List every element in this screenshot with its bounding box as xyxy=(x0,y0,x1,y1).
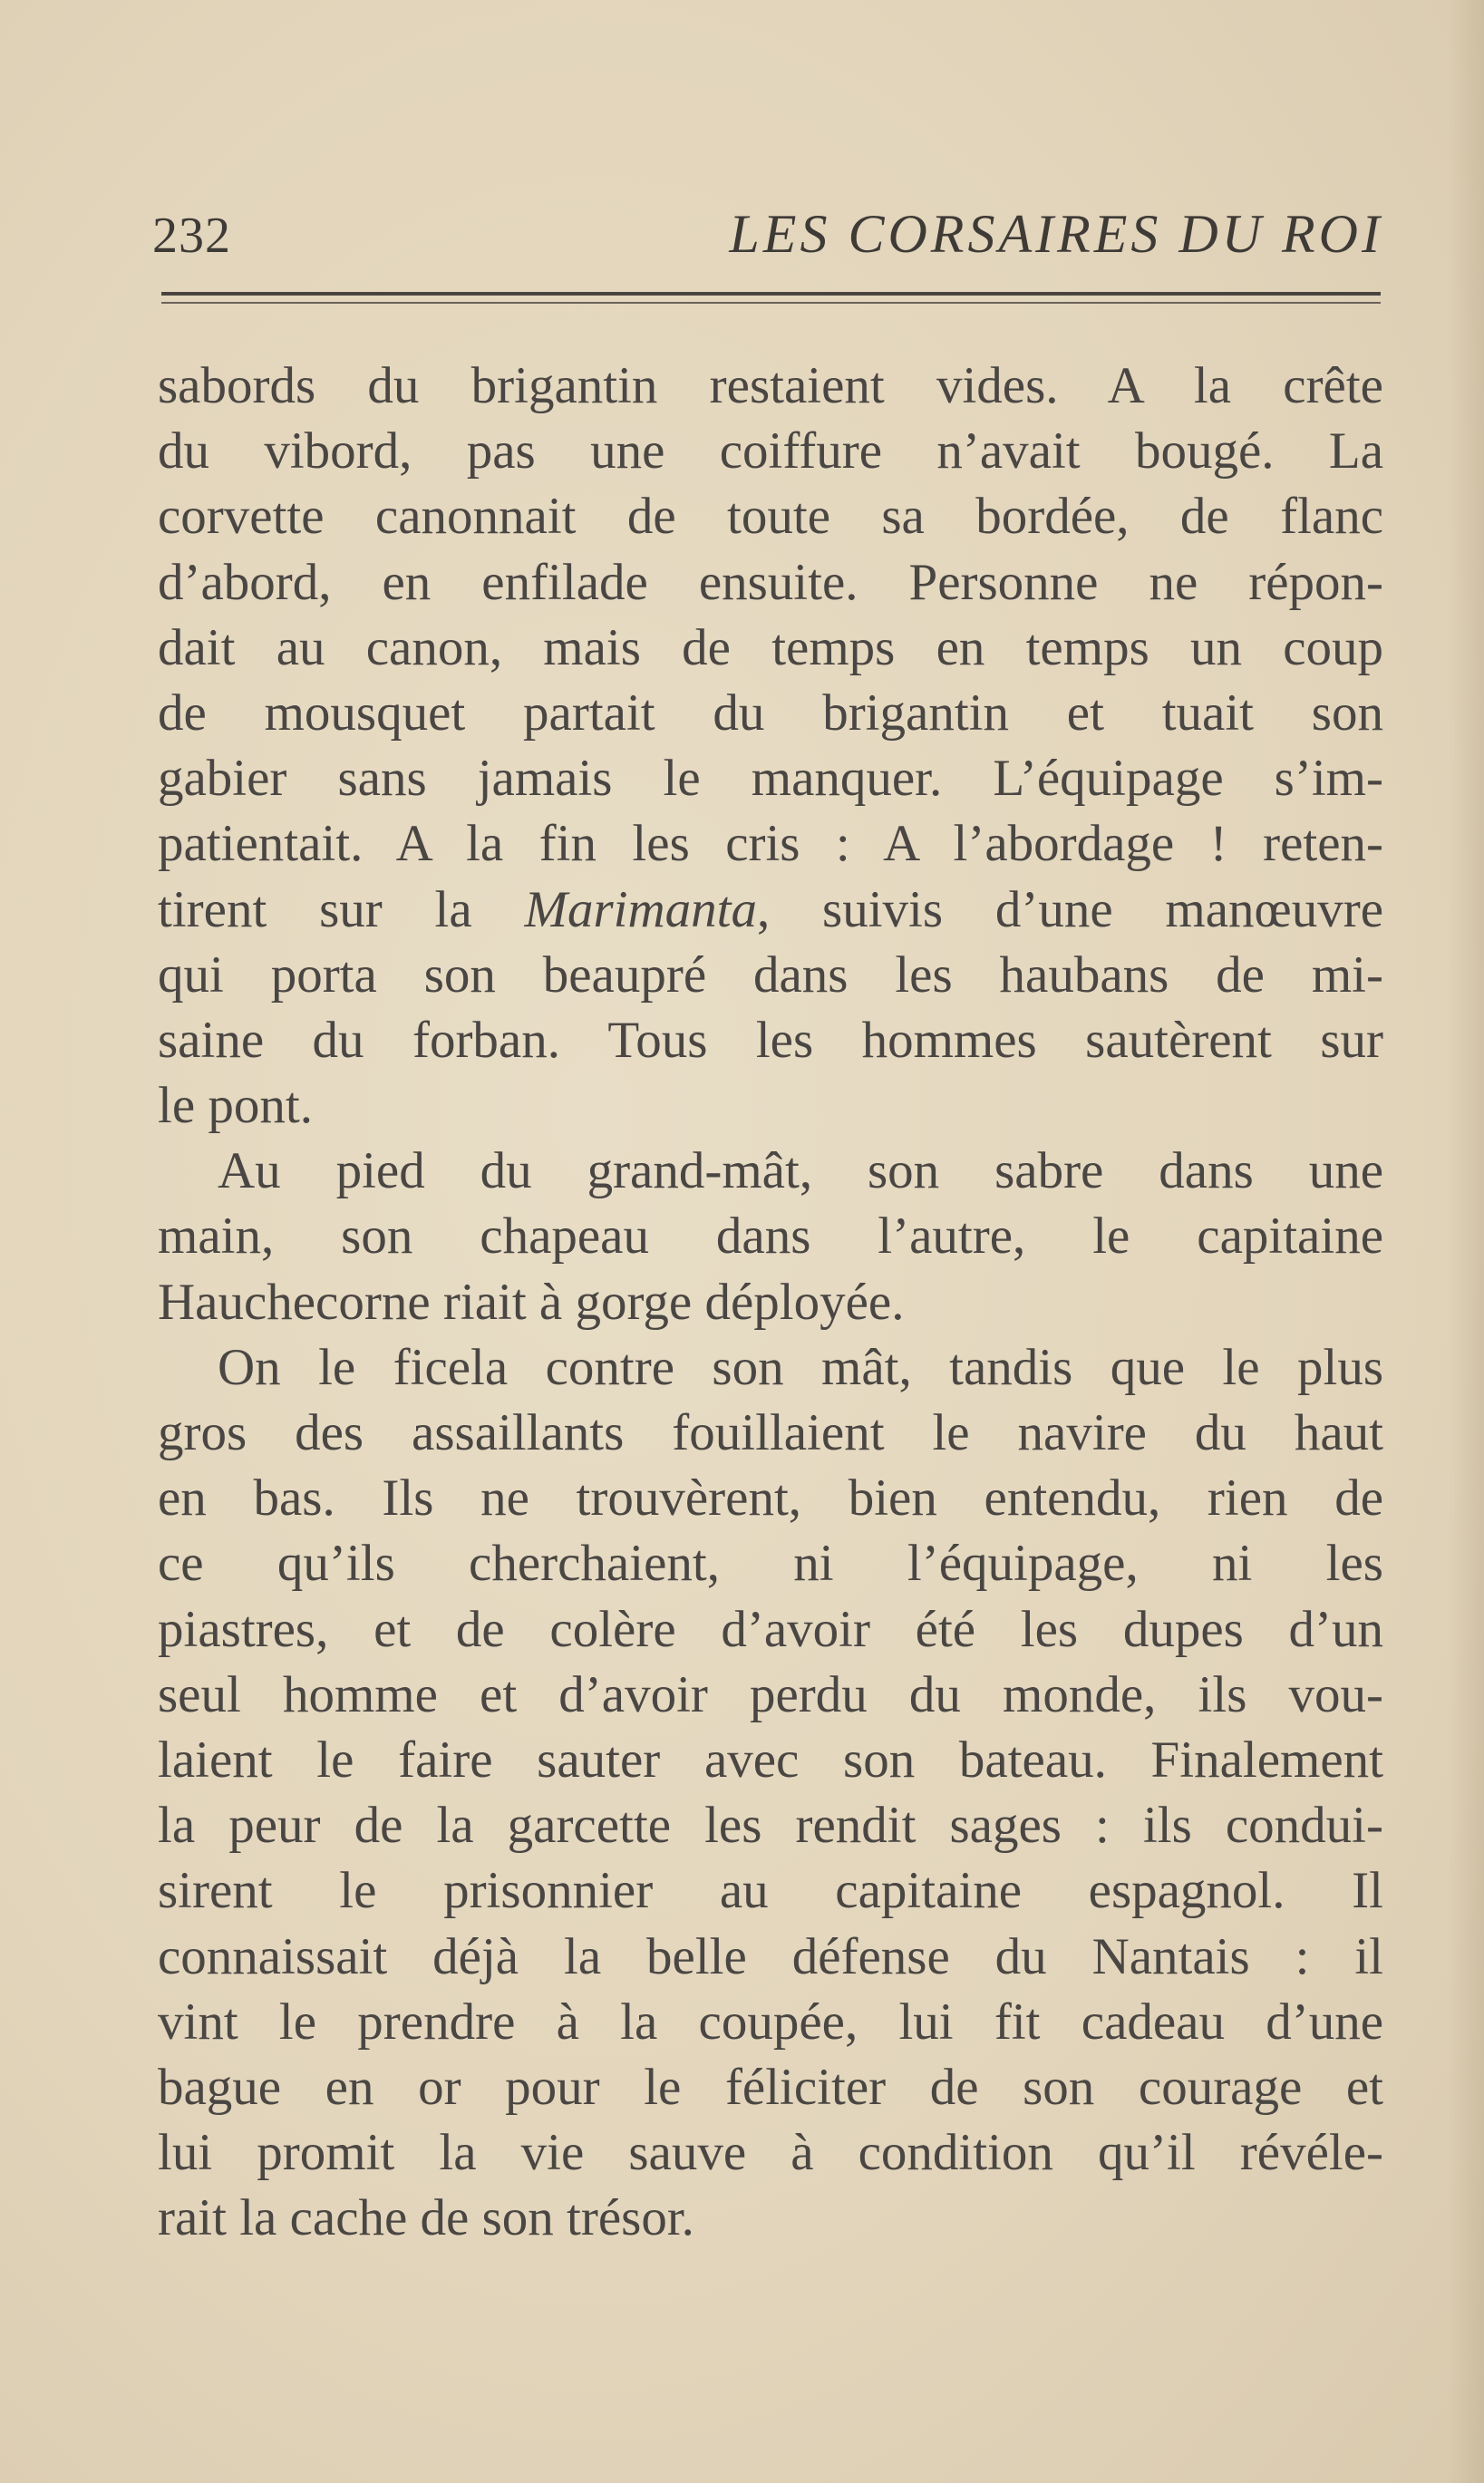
text-line-tail: , suivis d’une manœuvre xyxy=(756,880,1383,938)
text-line: rait la cache de son trésor. xyxy=(158,2189,694,2247)
text-line: bague en or pour le féliciter de son courage et xyxy=(158,2058,1383,2116)
text-line: la peur de la garcette les rendit sages : ils condui- xyxy=(158,1797,1383,1855)
text-line: corvette canonnait de toute sa bordée, de flanc xyxy=(158,488,1383,546)
header-rule-thin xyxy=(161,302,1381,304)
text-line-ship xyxy=(158,878,1383,943)
text-line: qui porta son beaupré dans les haubans de mi- xyxy=(158,946,1383,1004)
text-line: connaissait déjà la belle défense du Nantais : il xyxy=(158,1927,1383,1985)
text-line: du vibord, pas une coiffure n’avait bougé. La xyxy=(158,422,1383,480)
paragraph-start: Au pied du grand-mât, son sabre dans une xyxy=(218,1142,1383,1200)
text-line: en bas. Ils ne trouvèrent, bien entendu, rien de xyxy=(158,1469,1383,1528)
page-header xyxy=(152,198,1383,270)
running-title: LES CORSAIRES DU ROI xyxy=(729,204,1383,264)
text-line: ce qu’ils cherchaient, ni l’équipage, ni les xyxy=(158,1535,1383,1593)
text-line: piastres, et de colère d’avoir été les dupes d’un xyxy=(158,1600,1383,1658)
text-line: gros des assaillants fouillaient le navire du haut xyxy=(158,1404,1383,1461)
header-rule xyxy=(161,292,1381,296)
text-line: sirent le prisonnier au capitaine espagnol. Il xyxy=(158,1862,1383,1920)
text-line: lui promit la vie sauve à condition qu’il révéle- xyxy=(158,2124,1383,2182)
text-line: laient le faire sauter avec son bateau. Finalement xyxy=(158,1731,1383,1789)
page-edge-shadow xyxy=(1448,0,1484,2483)
page-number: 232 xyxy=(152,208,231,264)
text-line: saine du forban. Tous les hommes sautèrent sur xyxy=(158,1011,1383,1069)
text-line: seul homme et d’avoir perdu du monde, ils vou- xyxy=(158,1665,1383,1723)
text-line: patientait. A la fin les cris : A l’abordage ! reten- xyxy=(158,815,1383,873)
text-line: gabier sans jamais le manquer. L’équipage s’im- xyxy=(158,750,1383,808)
text-line-start: tirent sur la xyxy=(158,880,525,938)
text-line: d’abord, en enfilade ensuite. Personne ne répon- xyxy=(158,553,1383,611)
body-text xyxy=(158,354,1383,2251)
ship-name: Marimanta xyxy=(524,880,757,938)
text-line: le pont. xyxy=(158,1077,313,1135)
text-line: de mousquet partait du brigantin et tuait son xyxy=(158,684,1383,742)
text-line: sabords du brigantin restaient vides. A la crête xyxy=(158,357,1383,414)
text-line: dait au canon, mais de temps en temps un coup xyxy=(158,618,1383,676)
text-line: vint le prendre à la coupée, lui fit cadeau d’une xyxy=(158,1993,1383,2051)
text-line: main, son chapeau dans l’autre, le capitaine xyxy=(158,1208,1383,1266)
text-line: Hauchecorne riait à gorge déployée. xyxy=(158,1273,905,1331)
paragraph-start: On le ficela contre son mât, tandis que le plus xyxy=(218,1338,1383,1396)
